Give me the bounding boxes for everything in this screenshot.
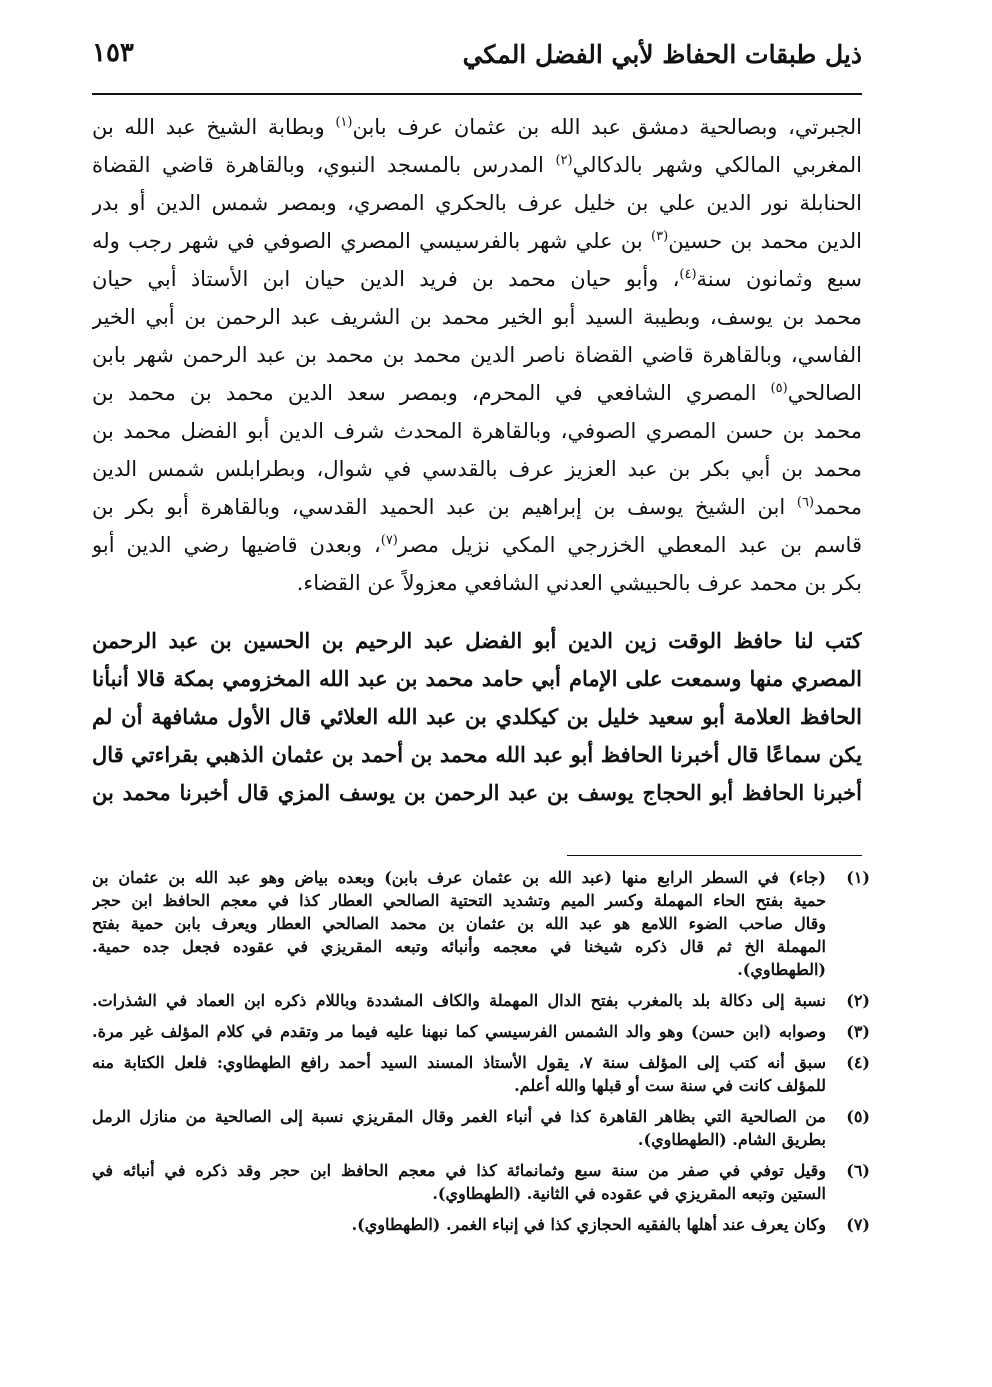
line-text-continued: المدرس بالمسجد النبوي، وبالقاهرة قاضي القضاة bbox=[92, 153, 556, 177]
footnote bbox=[92, 1020, 870, 1043]
text-line bbox=[92, 146, 862, 184]
footnote-line: نسبة إلى دكالة بلد بالمغرب بفتح الدال المهملة والكاف المشددة وباللام ذكره ابن العماد في الشذرات. bbox=[92, 991, 826, 1010]
paragraph-2 bbox=[92, 622, 862, 812]
line-text: محمد بن يوسف، وبطيبة السيد أبو الخير محمد بن الشريف عبد الرحمن بن أبي الخير bbox=[92, 305, 862, 329]
footnote bbox=[92, 1159, 870, 1205]
footnote bbox=[92, 989, 870, 1012]
footnote bbox=[92, 1051, 870, 1097]
footnote-line: وقال صاحب الضوء اللامع هو عبد الله بن عثمان بن محمد الصالحي العطار ويعرف بابن حمية بفتح bbox=[92, 914, 826, 933]
text-line bbox=[92, 184, 862, 222]
footnote-marker: (٥) bbox=[770, 381, 788, 396]
footnote-body bbox=[92, 1020, 826, 1043]
footnote-line: المهملة الخ ثم قال ذكره شيخنا في معجمه وأنبائه وتبعه المقريزي في عقوده فجعل جده حمية. bbox=[92, 937, 826, 956]
line-text: قاسم بن عبد المعطي الخزرجي المكي نزيل مصر bbox=[397, 533, 862, 557]
line-text-continued: ، وبعدن قاضيها رضي الدين أبو bbox=[92, 533, 381, 557]
line-text: الحنابلة نور الدين علي بن خليل عرف بالحكري المصري، وبمصر شمس الدين أو بدر bbox=[92, 191, 862, 215]
line-text: بكر بن محمد عرف بالحبيشي العدني الشافعي معزولاً عن القضاء. bbox=[296, 571, 862, 595]
text-line bbox=[92, 108, 862, 146]
footnote-line: وصوابه (ابن حسن) وهو والد الشمس الفرسيسي كما نبهنا عليه فيما مر وتقدم في كلام المؤلف غير مرة. bbox=[92, 1022, 826, 1041]
main-text bbox=[92, 108, 862, 812]
text-line bbox=[92, 526, 862, 564]
footnote-body bbox=[92, 1105, 826, 1151]
footnote-marker: (١) bbox=[335, 115, 353, 130]
footnote-body bbox=[92, 1213, 826, 1236]
line-text: محمد بن حسن المصري الصوفي، وبالقاهرة المحدث شرف الدين أبو الفضل محمد بن bbox=[92, 419, 862, 443]
line-text: المغربي المالكي وشهر بالدكالي bbox=[572, 153, 862, 177]
footnote-marker: (٦) bbox=[796, 495, 815, 510]
footnote-line: (جاء) في السطر الرابع منها (عبد الله بن عثمان عرف بابن) وبعده بياض وهو عبد الله بن عثمان بن bbox=[92, 868, 826, 887]
footnote bbox=[92, 866, 870, 981]
text-line bbox=[92, 260, 862, 298]
footnote-line: من الصالحية التي بظاهر القاهرة كذا في أنباء الغمر وقال المقريزي نسبة إلى الصالحية من منازل الرمل bbox=[92, 1107, 826, 1126]
footnote-number: (٧) bbox=[846, 1215, 870, 1234]
footnote-number: (٤) bbox=[846, 1053, 870, 1072]
footnote-line: الستين وتبعه المقريزي في عقوده في الثانية. (الطهطاوي). bbox=[432, 1184, 826, 1203]
footnote-number: (٣) bbox=[846, 1022, 870, 1041]
footnote-body bbox=[92, 989, 826, 1012]
text-line: يكن سماعًا قال أخبرنا الحافظ أبو عبد الله محمد بن أحمد بن عثمان الذهبي بقراءتي قال bbox=[92, 742, 862, 767]
footnote-line: بطريق الشام. (الطهطاوي). bbox=[637, 1130, 826, 1149]
footnote-line: وقيل توفي في صفر من سنة سبع وثمانمائة كذا في معجم الحافظ ابن حجر وقد ذكره في أنبائه في bbox=[92, 1161, 826, 1180]
line-text-continued: المصري الشافعي في المحرم، وبمصر سعد الدين محمد بن محمد بن bbox=[92, 381, 771, 405]
text-line: كتب لنا حافظ الوقت زين الدين أبو الفضل عبد الرحيم بن الحسين بن عبد الرحمن bbox=[92, 628, 862, 653]
footnote-number: (٢) bbox=[846, 991, 870, 1010]
line-text: محمد bbox=[814, 495, 862, 519]
footnote-body bbox=[92, 1159, 826, 1205]
line-text: الجبرتي، وبصالحية دمشق عبد الله بن عثمان عرف بابن bbox=[352, 115, 862, 139]
text-line bbox=[92, 374, 862, 412]
line-text: الصالحي bbox=[787, 381, 862, 405]
footnote-line: وكان يعرف عند أهلها بالفقيه الحجازي كذا في إنباء الغمر. (الطهطاوي). bbox=[351, 1215, 826, 1234]
footnote-number: (٥) bbox=[846, 1107, 870, 1126]
line-text: الدين محمد بن حسين bbox=[668, 229, 862, 253]
text-line bbox=[92, 488, 862, 526]
footnote bbox=[92, 1213, 870, 1236]
footnote-line: للمؤلف كانت في سنة ست أو قبلها والله أعلم. bbox=[514, 1076, 826, 1095]
footnotes bbox=[92, 866, 870, 1244]
line-text: محمد بن أبي بكر بن عبد العزيز عرف بالقدسي في شوال، وبطرابلس شمس الدين bbox=[92, 457, 862, 481]
footnote-number: (١) bbox=[846, 868, 870, 887]
page-number: ١٥٣ bbox=[92, 38, 134, 68]
line-text: الفاسي، وبالقاهرة قاضي القضاة ناصر الدين محمد بن محمد بن عبد الرحمن شهر بابن bbox=[92, 343, 862, 367]
text-line bbox=[92, 222, 862, 260]
text-line bbox=[92, 450, 862, 488]
header-rule bbox=[92, 93, 862, 95]
footnote-rule bbox=[567, 855, 862, 856]
line-text-continued: ابن الشيخ يوسف بن إبراهيم بن عبد الحميد القدسي، وبالقاهرة أبو بكر بن bbox=[92, 495, 797, 519]
running-title: ذيل طبقات الحفاظ لأبي الفضل المكي bbox=[462, 40, 862, 69]
text-line bbox=[92, 336, 862, 374]
text-line: الحافظ العلامة أبو سعيد خليل بن كيكلدي بن عبد الله العلائي قال الأول مشافهة أن لم bbox=[92, 704, 862, 729]
page-header bbox=[92, 34, 862, 86]
text-line: المصري منها وسمعت على الإمام أبي حامد محمد بن عبد الله المخزومي بمكة قالا أنبأنا bbox=[92, 666, 862, 691]
paragraph-1 bbox=[92, 108, 862, 602]
text-line bbox=[92, 564, 862, 602]
footnote-number: (٦) bbox=[846, 1161, 870, 1180]
line-text-continued: بن علي شهر بالفرسيسي المصري الصوفي في شهر رجب وله bbox=[92, 229, 652, 253]
footnote-marker: (٣) bbox=[651, 229, 669, 244]
text-line bbox=[92, 298, 862, 336]
text-line bbox=[92, 412, 862, 450]
footnote-marker: (٢) bbox=[555, 153, 573, 168]
footnote-line: حمية بفتح الحاء المهملة وكسر الميم وتشديد التحتية الصالحي العطار كذا في معجم الحافظ ابن حجر bbox=[92, 891, 826, 910]
footnote-marker: (٤) bbox=[679, 267, 697, 282]
footnote-body bbox=[92, 866, 826, 981]
footnote bbox=[92, 1105, 870, 1151]
line-text-continued: وبطابة الشيخ عبد الله بن bbox=[92, 115, 336, 139]
footnote-line: (الطهطاوي). bbox=[737, 960, 826, 979]
footnote-marker: (٧) bbox=[380, 533, 398, 548]
footnote-line: سبق أنه كتب إلى المؤلف سنة ٧، يقول الأستاذ المسند السيد أحمد رافع الطهطاوي: فلعل الكتابة منه bbox=[92, 1053, 826, 1072]
footnote-body bbox=[92, 1051, 826, 1097]
line-text-continued: ، وأبو حيان محمد بن فريد الدين حيان ابن الأستاذ أبي حيان bbox=[92, 267, 680, 291]
text-line: أخبرنا الحافظ أبو الحجاج يوسف بن عبد الرحمن بن يوسف المزي قال أخبرنا محمد بن bbox=[92, 780, 862, 805]
line-text: سبع وثمانون سنة bbox=[696, 267, 862, 291]
